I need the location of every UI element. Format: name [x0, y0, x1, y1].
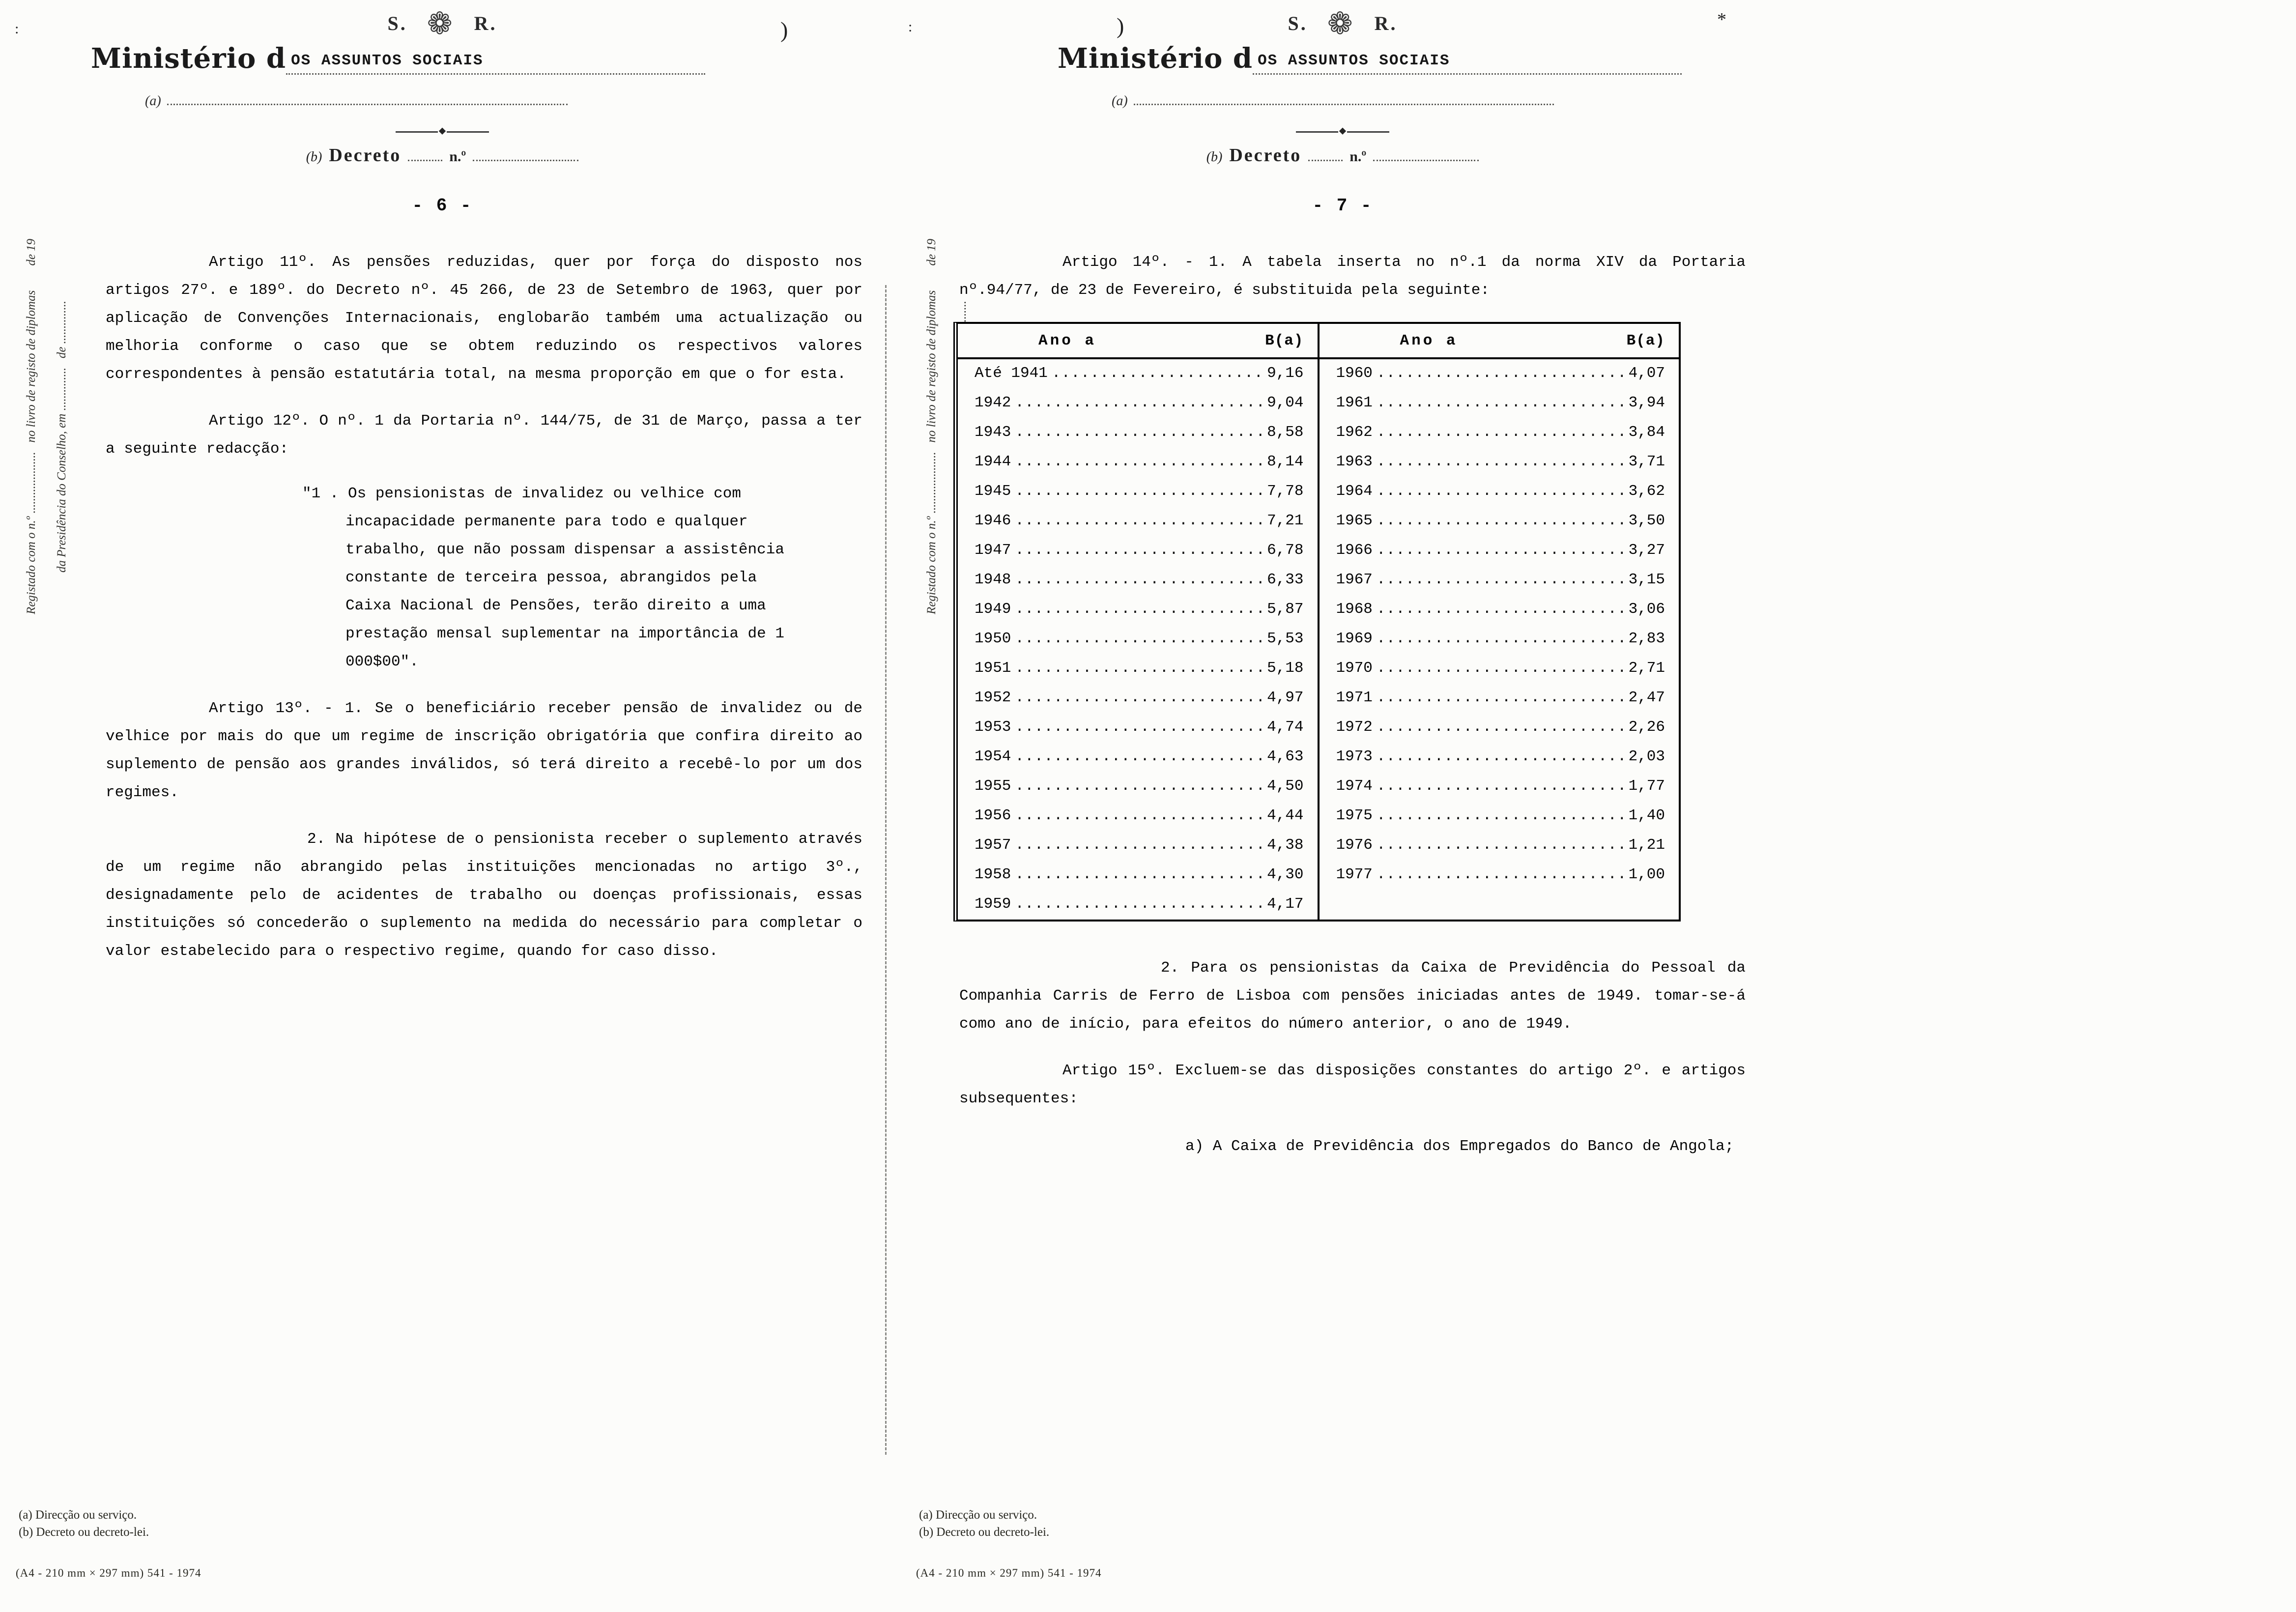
pension-table-cell: [958, 890, 1318, 920]
pension-table-row: [958, 477, 1679, 507]
column-header-value: B(a): [1626, 332, 1665, 349]
year-cell: 1976: [1336, 836, 1373, 854]
paper-format-line: (A4 - 210 mm × 297 mm) 541 - 1974: [16, 1567, 201, 1579]
value-cell: 8,14: [1267, 453, 1304, 470]
value-cell: 3,71: [1628, 453, 1665, 470]
pension-table-row: [958, 448, 1679, 477]
ornament-divider: [0, 126, 885, 138]
dot-leader: [1373, 831, 1629, 859]
pension-table-cell: [958, 772, 1318, 802]
dot-leader: [1048, 359, 1267, 387]
field-a-line: [145, 93, 568, 109]
year-cell: 1948: [975, 571, 1011, 588]
value-cell: 2,71: [1628, 660, 1665, 677]
pension-table-cell: [1318, 566, 1679, 595]
dot-leader: [1011, 389, 1267, 417]
rosette-icon: ❁: [1327, 5, 1355, 41]
dot-leader: [1011, 890, 1267, 918]
pension-table-cell: [1318, 418, 1679, 448]
year-cell: 1966: [1336, 542, 1373, 559]
dot-leader: [1011, 418, 1267, 446]
year-cell: 1945: [975, 483, 1011, 500]
field-a-line: [1112, 93, 1554, 109]
year-cell: 1965: [1336, 512, 1373, 529]
dot-leader: [1011, 625, 1267, 653]
pension-table-row: [958, 831, 1679, 861]
pension-table-cell: [1318, 477, 1679, 507]
ministry-printed-label: Ministério d: [91, 42, 287, 75]
page-7: [900, 0, 1785, 1612]
article-14-paragraph: Artigo 14º. - 1. A tabela inserta no nº.1 da norma XIV da Portaria nº.94/77, de 23 de Fevereiro, é substituida pela seguinte:: [959, 254, 1746, 299]
year-cell: 1955: [975, 777, 1011, 795]
pension-table-cell: [1318, 743, 1679, 772]
pension-table-row: [958, 418, 1679, 448]
dot-leader: [1373, 654, 1629, 682]
rosette-icon: ❁: [427, 5, 455, 41]
dotted-rule: [1373, 153, 1479, 161]
year-cell: 1943: [975, 424, 1011, 441]
typed-body: [106, 248, 862, 965]
year-cell: 1974: [1336, 777, 1373, 795]
emblem-letter-r: R.: [474, 12, 497, 35]
dot-leader: [1373, 595, 1629, 623]
value-cell: 4,97: [1267, 689, 1304, 706]
dot-leader: [1011, 595, 1267, 623]
value-cell: 5,53: [1267, 630, 1304, 647]
field-a-label: (a): [145, 93, 161, 109]
dot-leader: [1011, 772, 1267, 800]
scan-artifact-speck: :: [908, 19, 913, 35]
diamond-icon: ◆: [438, 125, 446, 138]
ministry-typed-name: OS ASSUNTOS SOCIAIS: [286, 52, 705, 75]
pension-table-row: [958, 802, 1679, 831]
value-cell: 4,38: [1267, 836, 1304, 854]
pension-table-cell: [1318, 536, 1679, 566]
year-cell: 1954: [975, 748, 1011, 765]
value-cell: 4,17: [1267, 895, 1304, 913]
year-cell: 1949: [975, 601, 1011, 618]
dot-leader: [1011, 713, 1267, 741]
pension-coefficient-table: [953, 322, 1681, 921]
article-15-paragraph: Artigo 15º. Excluem-se das disposições constantes do artigo 2º. e artigos subsequentes:: [959, 1062, 1746, 1107]
pension-table-cell: [1318, 684, 1679, 713]
pension-table-cell: [1318, 772, 1679, 802]
dot-leader: [1373, 684, 1629, 712]
pension-table-cell: [1318, 713, 1679, 743]
pension-table-cell: [958, 684, 1318, 713]
value-cell: 5,87: [1267, 601, 1304, 618]
article-12-quoted-text: "1 . Os pensionistas de invalidez ou velhice com incapacidade permanente para todo e qualquer trabalho, que não possam dispensar a assistência constante de terceira pessoa, abrangidos pela Caixa Nacional de Pensões, terão direito a uma prestação mensal suplementar na importância de 1 000$00".: [302, 485, 784, 670]
year-cell: 1969: [1336, 630, 1373, 647]
article-14-paragraph-2: 2. Para os pensionistas da Caixa de Previdência do Pessoal da Companhia Carris de Ferro de Lisboa com pensões iniciadas antes de 1949. tomar-se-á como ano de início, para efeitos do número anterior, o ano de 1949.: [959, 959, 1746, 1033]
sr-emblem: [0, 5, 885, 41]
sr-emblem: [900, 5, 1785, 41]
dot-leader: [1373, 507, 1629, 535]
dot-leader: [1373, 389, 1629, 417]
value-cell: 2,47: [1628, 689, 1665, 706]
scan-artifact-paren: ): [780, 17, 788, 42]
year-cell: 1958: [975, 866, 1011, 883]
dot-leader: [1011, 536, 1267, 564]
divider-line: [396, 131, 438, 133]
dotted-rule: [167, 97, 568, 105]
pension-table-row: [958, 684, 1679, 713]
footer-note-b: (b) Decreto ou decreto-lei.: [19, 1526, 149, 1539]
pension-table-header: [958, 324, 1679, 359]
article-13-paragraph-2: 2. Na hipótese de o pensionista receber o suplemento através de um regime não abrangido pelas instituições mencionadas no artigo 3º., designadamente pelo de acidentes de trabalho ou doenças profissionais, essas instituições só concederão o suplemento na medida do necessário para completar o valor estabelecido para o respectivo regime, quando for caso disso.: [106, 831, 862, 960]
value-cell: 1,21: [1628, 836, 1665, 854]
pension-table-cell: [958, 566, 1318, 595]
dot-leader: [1373, 772, 1629, 800]
emblem-letter-s: S.: [1288, 12, 1308, 35]
year-cell: 1960: [1336, 365, 1373, 382]
year-cell: 1964: [1336, 483, 1373, 500]
pension-table-cell: [1318, 595, 1679, 625]
year-cell: 1956: [975, 807, 1011, 824]
dot-leader: [1373, 566, 1629, 594]
year-cell: 1961: [1336, 394, 1373, 411]
pension-table-cell: [1318, 802, 1679, 831]
footer-note-a: (a) Direcção ou serviço.: [19, 1508, 137, 1522]
pension-table-cell: [958, 713, 1318, 743]
pension-table-cell: [1318, 861, 1679, 890]
value-cell: 4,50: [1267, 777, 1304, 795]
decree-number-label: n.º: [1349, 148, 1367, 165]
value-cell: 4,74: [1267, 719, 1304, 736]
year-cell: 1947: [975, 542, 1011, 559]
year-cell: 1971: [1336, 689, 1373, 706]
value-cell: 2,26: [1628, 719, 1665, 736]
pension-table-row: [958, 743, 1679, 772]
pension-table-row: [958, 359, 1679, 389]
dot-leader: [1373, 861, 1629, 889]
year-cell: 1946: [975, 512, 1011, 529]
decree-word: Decreto: [1229, 145, 1302, 166]
year-cell: 1970: [1336, 660, 1373, 677]
pension-table-cell: [1318, 448, 1679, 477]
decree-b-label: (b): [306, 149, 322, 165]
page-6: [0, 0, 885, 1612]
value-cell: 8,58: [1267, 424, 1304, 441]
pension-table-cell: [958, 743, 1318, 772]
decree-line: [900, 144, 1785, 166]
page-fold-dashed-line: [885, 285, 887, 1455]
pension-table-cell: [958, 595, 1318, 625]
pension-table-row: [958, 654, 1679, 684]
pension-table-cell: [958, 359, 1318, 389]
article-13-paragraph-1: Artigo 13º. - 1. Se o beneficiário receber pensão de invalidez ou de velhice por mais do que um regime de inscrição obrigatória que confira direito ao suplemento de pensão aos grandes inválidos, só terá direito a recebê-lo por um dos regimes.: [106, 700, 862, 801]
margin-registration-text-outer: Registado com o n.º .................... no livro de registo de diplomas de 19: [25, 238, 38, 614]
value-cell: 1,77: [1628, 777, 1665, 795]
value-cell: 4,63: [1267, 748, 1304, 765]
year-cell: 1957: [975, 836, 1011, 854]
value-cell: 3,84: [1628, 424, 1665, 441]
article-15-item-a: a) A Caixa de Previdência dos Empregados do Banco de Angola;: [1185, 1138, 1734, 1155]
dot-leader: [1373, 418, 1629, 446]
dot-leader: [1011, 861, 1267, 889]
dot-leader: [1373, 625, 1629, 653]
year-cell: 1944: [975, 453, 1011, 470]
typed-body: [959, 248, 1746, 1160]
pension-table-row: [958, 625, 1679, 654]
pension-table-cell: [958, 536, 1318, 566]
value-cell: 9,16: [1267, 365, 1304, 382]
pension-table-cell: [1318, 389, 1679, 418]
pension-table-header-right: [1318, 324, 1679, 357]
value-cell: 7,21: [1267, 512, 1304, 529]
pension-table-row: [958, 507, 1679, 536]
year-cell: 1975: [1336, 807, 1373, 824]
pension-table-cell: [958, 625, 1318, 654]
dot-leader: [1011, 831, 1267, 859]
year-cell: 1963: [1336, 453, 1373, 470]
pension-table-cell: [958, 477, 1318, 507]
pension-table-cell: [1318, 507, 1679, 536]
emblem-letter-r: R.: [1374, 12, 1398, 35]
dot-leader: [1011, 448, 1267, 476]
pension-table-row: [958, 713, 1679, 743]
column-header-year: Ano a: [1038, 332, 1097, 349]
scan-artifact-speck: :: [15, 21, 19, 37]
pension-table-cell: [958, 831, 1318, 861]
value-cell: 4,07: [1628, 365, 1665, 382]
decree-b-label: (b): [1206, 149, 1223, 165]
article-12-paragraph: Artigo 12º. O nº. 1 da Portaria nº. 144/75, de 31 de Março, passa a ter a seguinte redacção:: [106, 412, 862, 458]
pension-table-cell: [958, 507, 1318, 536]
dotted-rule: [408, 153, 442, 161]
divider-line: [1347, 131, 1389, 133]
ministry-line: [1058, 42, 1682, 75]
value-cell: 6,78: [1267, 542, 1304, 559]
dot-leader: [1373, 713, 1629, 741]
pension-table-row: [958, 890, 1679, 920]
column-header-year: Ano a: [1400, 332, 1458, 349]
paper-format-line: (A4 - 210 mm × 297 mm) 541 - 1974: [916, 1567, 1102, 1579]
year-cell: 1968: [1336, 601, 1373, 618]
pension-table-header-left: [958, 324, 1318, 357]
dot-leader: [1011, 566, 1267, 594]
dot-leader: [1373, 448, 1629, 476]
pension-table-cell: [958, 418, 1318, 448]
footer-notes: [19, 1506, 149, 1541]
dot-leader: [1373, 477, 1629, 505]
dot-leader: [1011, 477, 1267, 505]
dot-leader: [1011, 743, 1267, 771]
year-cell: 1950: [975, 630, 1011, 647]
footer-notes: [919, 1506, 1049, 1541]
decree-word: Decreto: [329, 145, 402, 166]
year-cell: 1977: [1336, 866, 1373, 883]
scan-artifact-paren: ): [1117, 13, 1124, 38]
ornament-divider: [900, 126, 1785, 138]
pension-table-cell: [958, 448, 1318, 477]
year-cell: 1942: [975, 394, 1011, 411]
pension-table-row: [958, 772, 1679, 802]
pension-table-row: [958, 566, 1679, 595]
value-cell: 3,27: [1628, 542, 1665, 559]
dotted-rule: [473, 153, 578, 161]
year-cell: 1951: [975, 660, 1011, 677]
emblem-letter-s: S.: [387, 12, 407, 35]
dot-leader: [1011, 684, 1267, 712]
dot-leader: [1373, 359, 1629, 387]
pension-table-rows: [958, 359, 1679, 920]
pension-table-cell: [1318, 359, 1679, 389]
value-cell: 5,18: [1267, 660, 1304, 677]
dotted-rule: [1134, 97, 1554, 105]
dot-leader: [1011, 507, 1267, 535]
value-cell: 1,40: [1628, 807, 1665, 824]
year-cell: 1972: [1336, 719, 1373, 736]
value-cell: 4,44: [1267, 807, 1304, 824]
dot-leader: [1011, 802, 1267, 830]
value-cell: 3,62: [1628, 483, 1665, 500]
pension-table-cell: [1318, 654, 1679, 684]
year-cell: 1962: [1336, 424, 1373, 441]
pension-table-cell: [958, 802, 1318, 831]
pension-table-row: [958, 861, 1679, 890]
dotted-rule: [1308, 153, 1343, 161]
year-cell: 1959: [975, 895, 1011, 913]
page-number: - 7 -: [1312, 196, 1373, 216]
page-number: - 6 -: [412, 196, 473, 216]
margin-registration-text-inner: da Presidência do Conselho, em .............. de ..............: [55, 300, 68, 573]
ministry-typed-name: OS ASSUNTOS SOCIAIS: [1253, 52, 1682, 75]
divider-line: [1296, 131, 1338, 133]
value-cell: 9,04: [1267, 394, 1304, 411]
footer-note-b: (b) Decreto ou decreto-lei.: [919, 1526, 1050, 1539]
value-cell: 3,06: [1628, 601, 1665, 618]
pension-table-row: [958, 389, 1679, 418]
year-cell: 1953: [975, 719, 1011, 736]
value-cell: 3,94: [1628, 394, 1665, 411]
value-cell: 2,83: [1628, 630, 1665, 647]
ministry-line: [91, 42, 705, 75]
pension-table-cell: [958, 861, 1318, 890]
footer-note-a: (a) Direcção ou serviço.: [919, 1508, 1037, 1522]
pension-table-cell: [958, 654, 1318, 684]
year-cell: 1952: [975, 689, 1011, 706]
pension-table-cell: [958, 389, 1318, 418]
dot-leader: [1373, 743, 1629, 771]
value-cell: 3,15: [1628, 571, 1665, 588]
dot-leader: [1011, 654, 1267, 682]
scan-artifact-asterisk: *: [1717, 9, 1726, 30]
value-cell: 6,33: [1267, 571, 1304, 588]
article-11-paragraph: Artigo 11º. As pensões reduzidas, quer por força do disposto nos artigos 27º. e 189º. do Decreto nº. 45 266, de 23 de Setembro de 1963, quer por aplicação de Convenções Internacionais, englobarão também uma actualização ou melhoria conforme o caso que se obtem reduzindo os respectivos valores correspondentes à pensão estatutária total, na mesma proporção em que o for esta.: [106, 254, 862, 383]
column-header-value: B(a): [1265, 332, 1304, 349]
ministry-printed-label: Ministério d: [1058, 42, 1253, 75]
divider-line: [447, 131, 489, 133]
value-cell: 2,03: [1628, 748, 1665, 765]
pension-table-row: [958, 595, 1679, 625]
value-cell: 7,78: [1267, 483, 1304, 500]
field-a-label: (a): [1112, 93, 1128, 109]
dot-leader: [1373, 536, 1629, 564]
year-cell: 1973: [1336, 748, 1373, 765]
value-cell: 3,50: [1628, 512, 1665, 529]
decree-line: [0, 144, 885, 166]
pension-table-row: [958, 536, 1679, 566]
decree-number-label: n.º: [449, 148, 466, 165]
pension-table-cell: [1318, 831, 1679, 861]
year-cell: Até 1941: [975, 365, 1048, 382]
value-cell: 4,30: [1267, 866, 1304, 883]
dot-leader: [1373, 802, 1629, 830]
year-cell: 1967: [1336, 571, 1373, 588]
value-cell: 1,00: [1628, 866, 1665, 883]
pension-table-cell: [1318, 890, 1679, 920]
diamond-icon: ◆: [1339, 125, 1347, 138]
pension-table-cell: [1318, 625, 1679, 654]
margin-registration-text-outer: Registado com o n.º .................... no livro de registo de diplomas de 19: [925, 238, 938, 614]
